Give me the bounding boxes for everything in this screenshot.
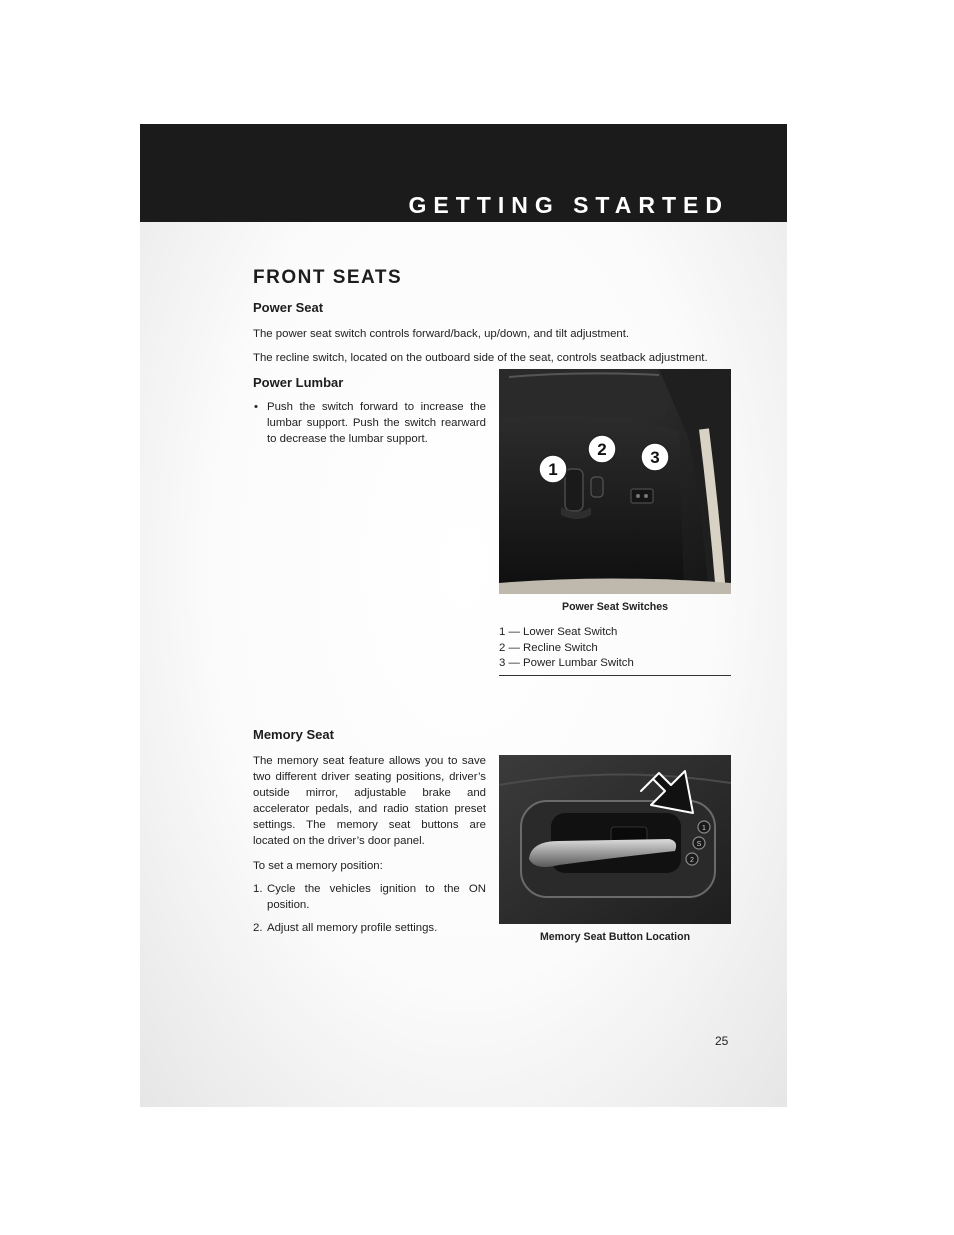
manual-page <box>140 124 787 1107</box>
power-seat-switches-caption: Power Seat Switches <box>562 601 668 613</box>
callout-1-badge <box>538 454 568 484</box>
memory-button-set-label: S <box>696 841 702 848</box>
memory-step-1 <box>253 881 486 913</box>
page-number: 25 <box>715 1034 729 1048</box>
power-lumbar-bullet: • Push the switch forward to increase the lumbar support. Push the switch rearward to decrease the lumbar support. <box>253 399 486 447</box>
figure1-legend <box>499 625 634 672</box>
memory-step-2 <box>253 920 486 936</box>
door-handle-illustration <box>499 755 731 924</box>
power-seat-heading: Power Seat <box>253 300 324 315</box>
memory-seat-steps <box>253 881 486 943</box>
callout-3-badge <box>640 442 670 472</box>
power-lumbar-heading: Power Lumbar <box>253 375 344 390</box>
legend-divider <box>499 675 731 676</box>
callout-3-label: 3 <box>650 448 660 467</box>
step-number: 1. <box>253 883 263 895</box>
power-seat-switches-photo <box>499 369 731 594</box>
memory-seat-instruction: To set a memory position: <box>253 860 383 872</box>
legend-item: 3 — Power Lumbar Switch <box>499 657 634 669</box>
power-seat-paragraph-2: The recline switch, located on the outboard side of the seat, controls seatback adjustment. <box>253 352 708 364</box>
callout-1-label: 1 <box>548 460 558 479</box>
memory-seat-buttons-caption: Memory Seat Button Location <box>539 931 691 943</box>
section-title: FRONT SEATS <box>253 267 403 288</box>
power-seat-paragraph-1: The power seat switch controls forward/back, up/down, and tilt adjustment. <box>253 328 630 340</box>
callout-2-label: 2 <box>597 440 607 459</box>
step-text: Cycle the vehicles ignition to the ON position. <box>267 883 486 911</box>
step-number: 2. <box>253 922 263 934</box>
memory-seat-buttons-photo <box>499 755 731 924</box>
memory-button-2-label: 2 <box>690 857 694 864</box>
callout-2-badge <box>587 434 617 464</box>
legend-item: 1 — Lower Seat Switch <box>499 626 618 638</box>
memory-seat-intro: The memory seat feature allows you to save two different driver seating positions, driver’s outside mirror, adjustable brake and accelerator pedals, and radio station preset settings. The memory seat buttons are located on the driver’s door panel. <box>253 755 486 847</box>
power-lumbar-bullets <box>253 399 486 447</box>
header-band <box>140 124 787 222</box>
legend-item: 2 — Recline Switch <box>499 641 598 654</box>
memory-button-1-label: 1 <box>702 825 706 832</box>
step-text: Adjust all memory profile settings. <box>267 922 438 934</box>
memory-seat-heading: Memory Seat <box>253 727 334 742</box>
chapter-title: GETTING STARTED <box>408 192 729 218</box>
seat-side-illustration <box>499 369 731 594</box>
